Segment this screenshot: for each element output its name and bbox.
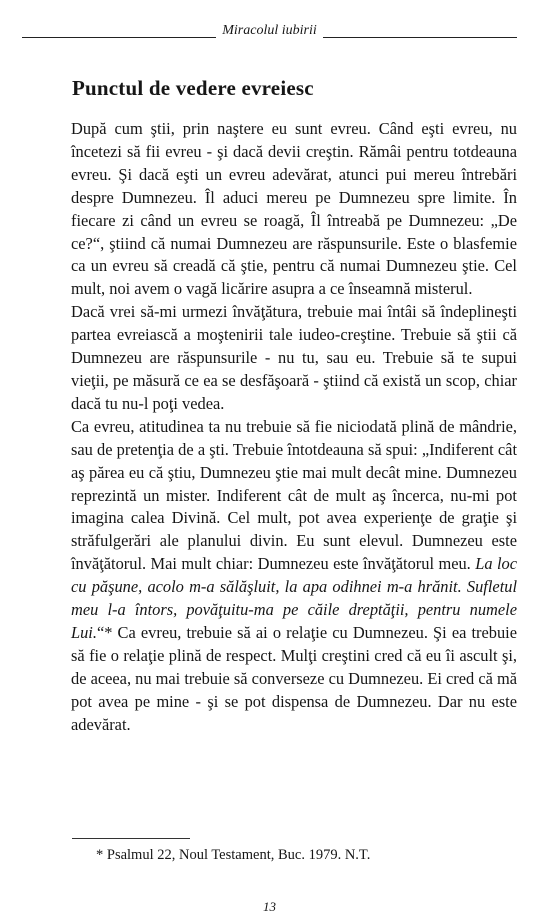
paragraph-3-continuation: “* Ca evreu, trebuie să ai o relaţie cu Dumnezeu. Şi ea trebuie să fie o relaţie plină de respect. Mulţi creştini cred că eu îi ascult şi, de aceea, nu mai trebuie să converseze cu Dumnezeu. Ei cred că mă pot avea pe mine - şi se pot dispensa de Dumnezeu. Dar nu este adevărat. <box>71 622 517 734</box>
running-title: Miracolul iubirii <box>222 23 317 38</box>
footnote-rule <box>72 838 190 839</box>
running-header <box>22 20 517 42</box>
page-number: 13 <box>263 899 276 914</box>
header-rule-right <box>323 37 517 38</box>
paragraph-3 <box>71 416 517 737</box>
paragraph-3-text: Ca evreu, atitudinea ta nu trebuie să fie niciodată plină de mândrie, sau de pretenţia de a şti. Trebuie întotdeauna să spui: „Indiferent cât aş părea eu că ştiu, Dumnezeu ştie mai mult decât mine. Dumnezeu reprezintă un mister. Indiferent cât de mult aş încerca, nu-mi pot imagina calea Divină. Cel mult, pot avea experienţe de graţie şi străfulgerări ale planului divin. Eu sunt elevul. Dumnezeu este învăţătorul. Mai mult chiar: Dumnezeu este învăţătorul meu. <box>71 416 517 574</box>
paragraph-2: Dacă vrei să-mi urmezi învăţătura, trebuie mai întâi să îndeplineşti partea evreiască a moştenirii tale iudeo-creştine. Trebuie să ştii că Dumnezeu are răspunsurile - nu tu, sau eu. Trebuie să te supui vieţii, pe măsură ce ea se desfăşoară - ştiind că există un scop, chiar dacă tu nu-l poţi vedea. <box>71 302 517 413</box>
section-title: Punctul de vedere evreiesc <box>72 76 314 100</box>
header-rule-left <box>22 37 216 38</box>
psalm-quote: La loc cu păşune, acolo m-a sălăşluit, la apa odihnei m-a hrănit. Sufletul meu l-a întors, povăţuitu-ma pe căile dreptăţii, pentru numele Lui. <box>71 554 517 642</box>
body-text <box>71 118 517 736</box>
footnote: * Psalmul 22, Noul Testament, Buc. 1979. N.T. <box>96 847 371 863</box>
paragraph-1: După cum ştii, prin naştere eu sunt evreu. Când eşti evreu, nu încetezi să fii evreu - şi dacă devii creştin. Rămâi pentru totdeauna evreu. Şi dacă eşti un evreu adevărat, atunci pui mereu întrebări despre Dumnezeu. Îl aduci mereu pe Dumnezeu spre limite. În fiecare zi când un evreu se roagă, Îl întreabă pe Dumnezeu: „De ce?“, ştiind că numai Dumnezeu are răspunsurile. Este o blasfemie ca un evreu să creadă că ştie, pentru că numai Dumnezeu ştie. Cel mult, noi avem o vagă licărire asupra a ce înseamnă misterul. <box>71 119 517 299</box>
